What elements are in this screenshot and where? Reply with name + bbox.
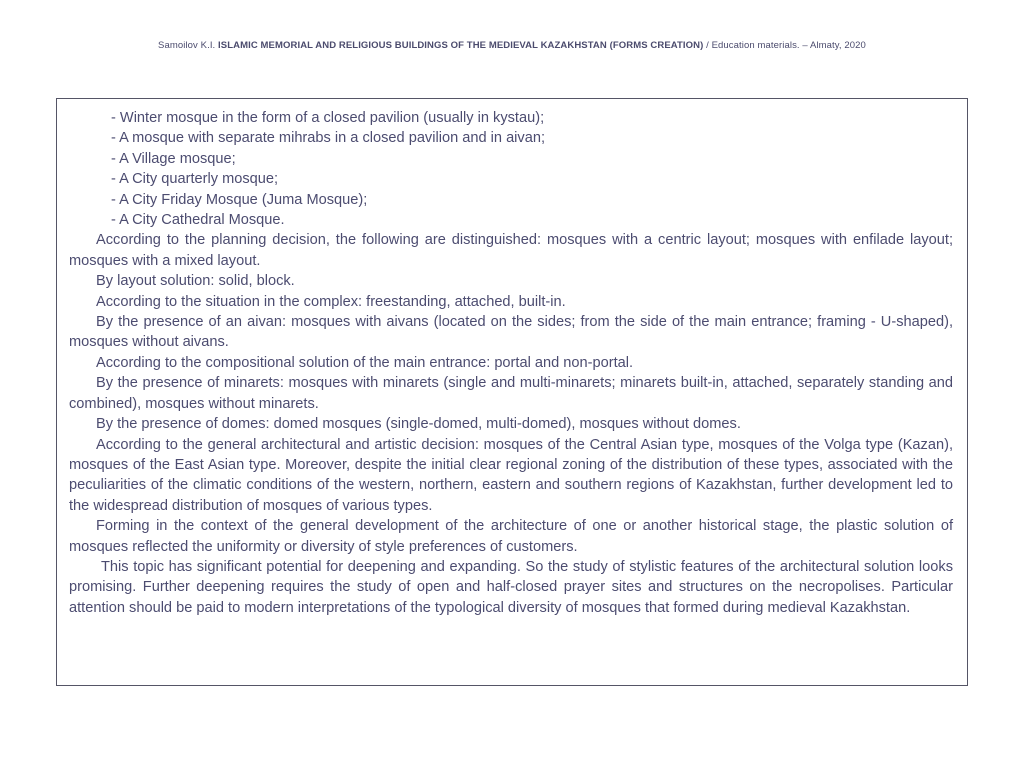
list-item: - A mosque with separate mihrabs in a closed pavilion and in aivan; <box>111 130 546 147</box>
header-source: / Education materials. – Almaty, 2020 <box>703 40 866 51</box>
body-paragraph: According to the situation in the complex: freestanding, attached, built-in. <box>96 293 566 310</box>
header-title: ISLAMIC MEMORIAL AND RELIGIOUS BUILDINGS OF THE MEDIEVAL KAZAKHSTAN (FORMS CREATION) <box>218 40 704 51</box>
list-item: - A City Friday Mosque (Juma Mosque); <box>111 191 368 208</box>
document-body <box>69 108 953 618</box>
body-paragraph: According to the planning decision, the following are distinguished: mosques with a centric layout; mosques with enfilade layout; mosques with a mixed layout. <box>69 232 953 269</box>
list-item: - A City quarterly mosque; <box>111 171 279 188</box>
content-frame <box>56 98 968 686</box>
body-paragraph: This topic has significant potential for deepening and expanding. So the study of stylistic features of the architectural solution looks promising. Further deepening requires the study of open and half-closed prayer sites and structures on the necropolises. Particular attention should be paid to modern interpretations of the typological diversity of mosques that formed during medieval Kazakhstan. <box>69 558 953 616</box>
body-paragraph: By the presence of domes: domed mosques (single-domed, multi-domed), mosques without domes. <box>96 416 741 433</box>
body-paragraph: By the presence of an aivan: mosques with aivans (located on the sides; from the side of the main entrance; framing - U-shaped), mosques without aivans. <box>69 314 953 351</box>
list-item: - Winter mosque in the form of a closed pavilion (usually in kystau); <box>111 110 545 126</box>
body-paragraph: According to the general architectural and artistic decision: mosques of the Central Asian type, mosques of the Volga type (Kazan), mosques of the East Asian type. Moreover, despite the initial clear regional zoning of the distribution of these types, associated with the peculiarities of the climatic conditions of the western, northern, eastern and southern regions of Kazakhstan, further development led to the widespread distribution of mosques of various types. <box>69 436 953 514</box>
body-paragraph: By layout solution: solid, block. <box>96 273 295 290</box>
header-author: Samoilov K.I. <box>158 40 219 51</box>
list-item: - A City Cathedral Mosque. <box>111 212 285 229</box>
body-paragraph: Forming in the context of the general development of the architecture of one or another historical stage, the plastic solution of mosques reflected the uniformity or diversity of style preferences of customers. <box>69 518 953 555</box>
page-header <box>0 40 1024 52</box>
body-paragraph: By the presence of minarets: mosques with minarets (single and multi-minarets; minarets built-in, attached, separately standing and combined), mosques without minarets. <box>69 375 953 412</box>
body-paragraph: According to the compositional solution of the main entrance: portal and non-portal. <box>96 354 634 371</box>
list-item: - A Village mosque; <box>111 150 236 167</box>
